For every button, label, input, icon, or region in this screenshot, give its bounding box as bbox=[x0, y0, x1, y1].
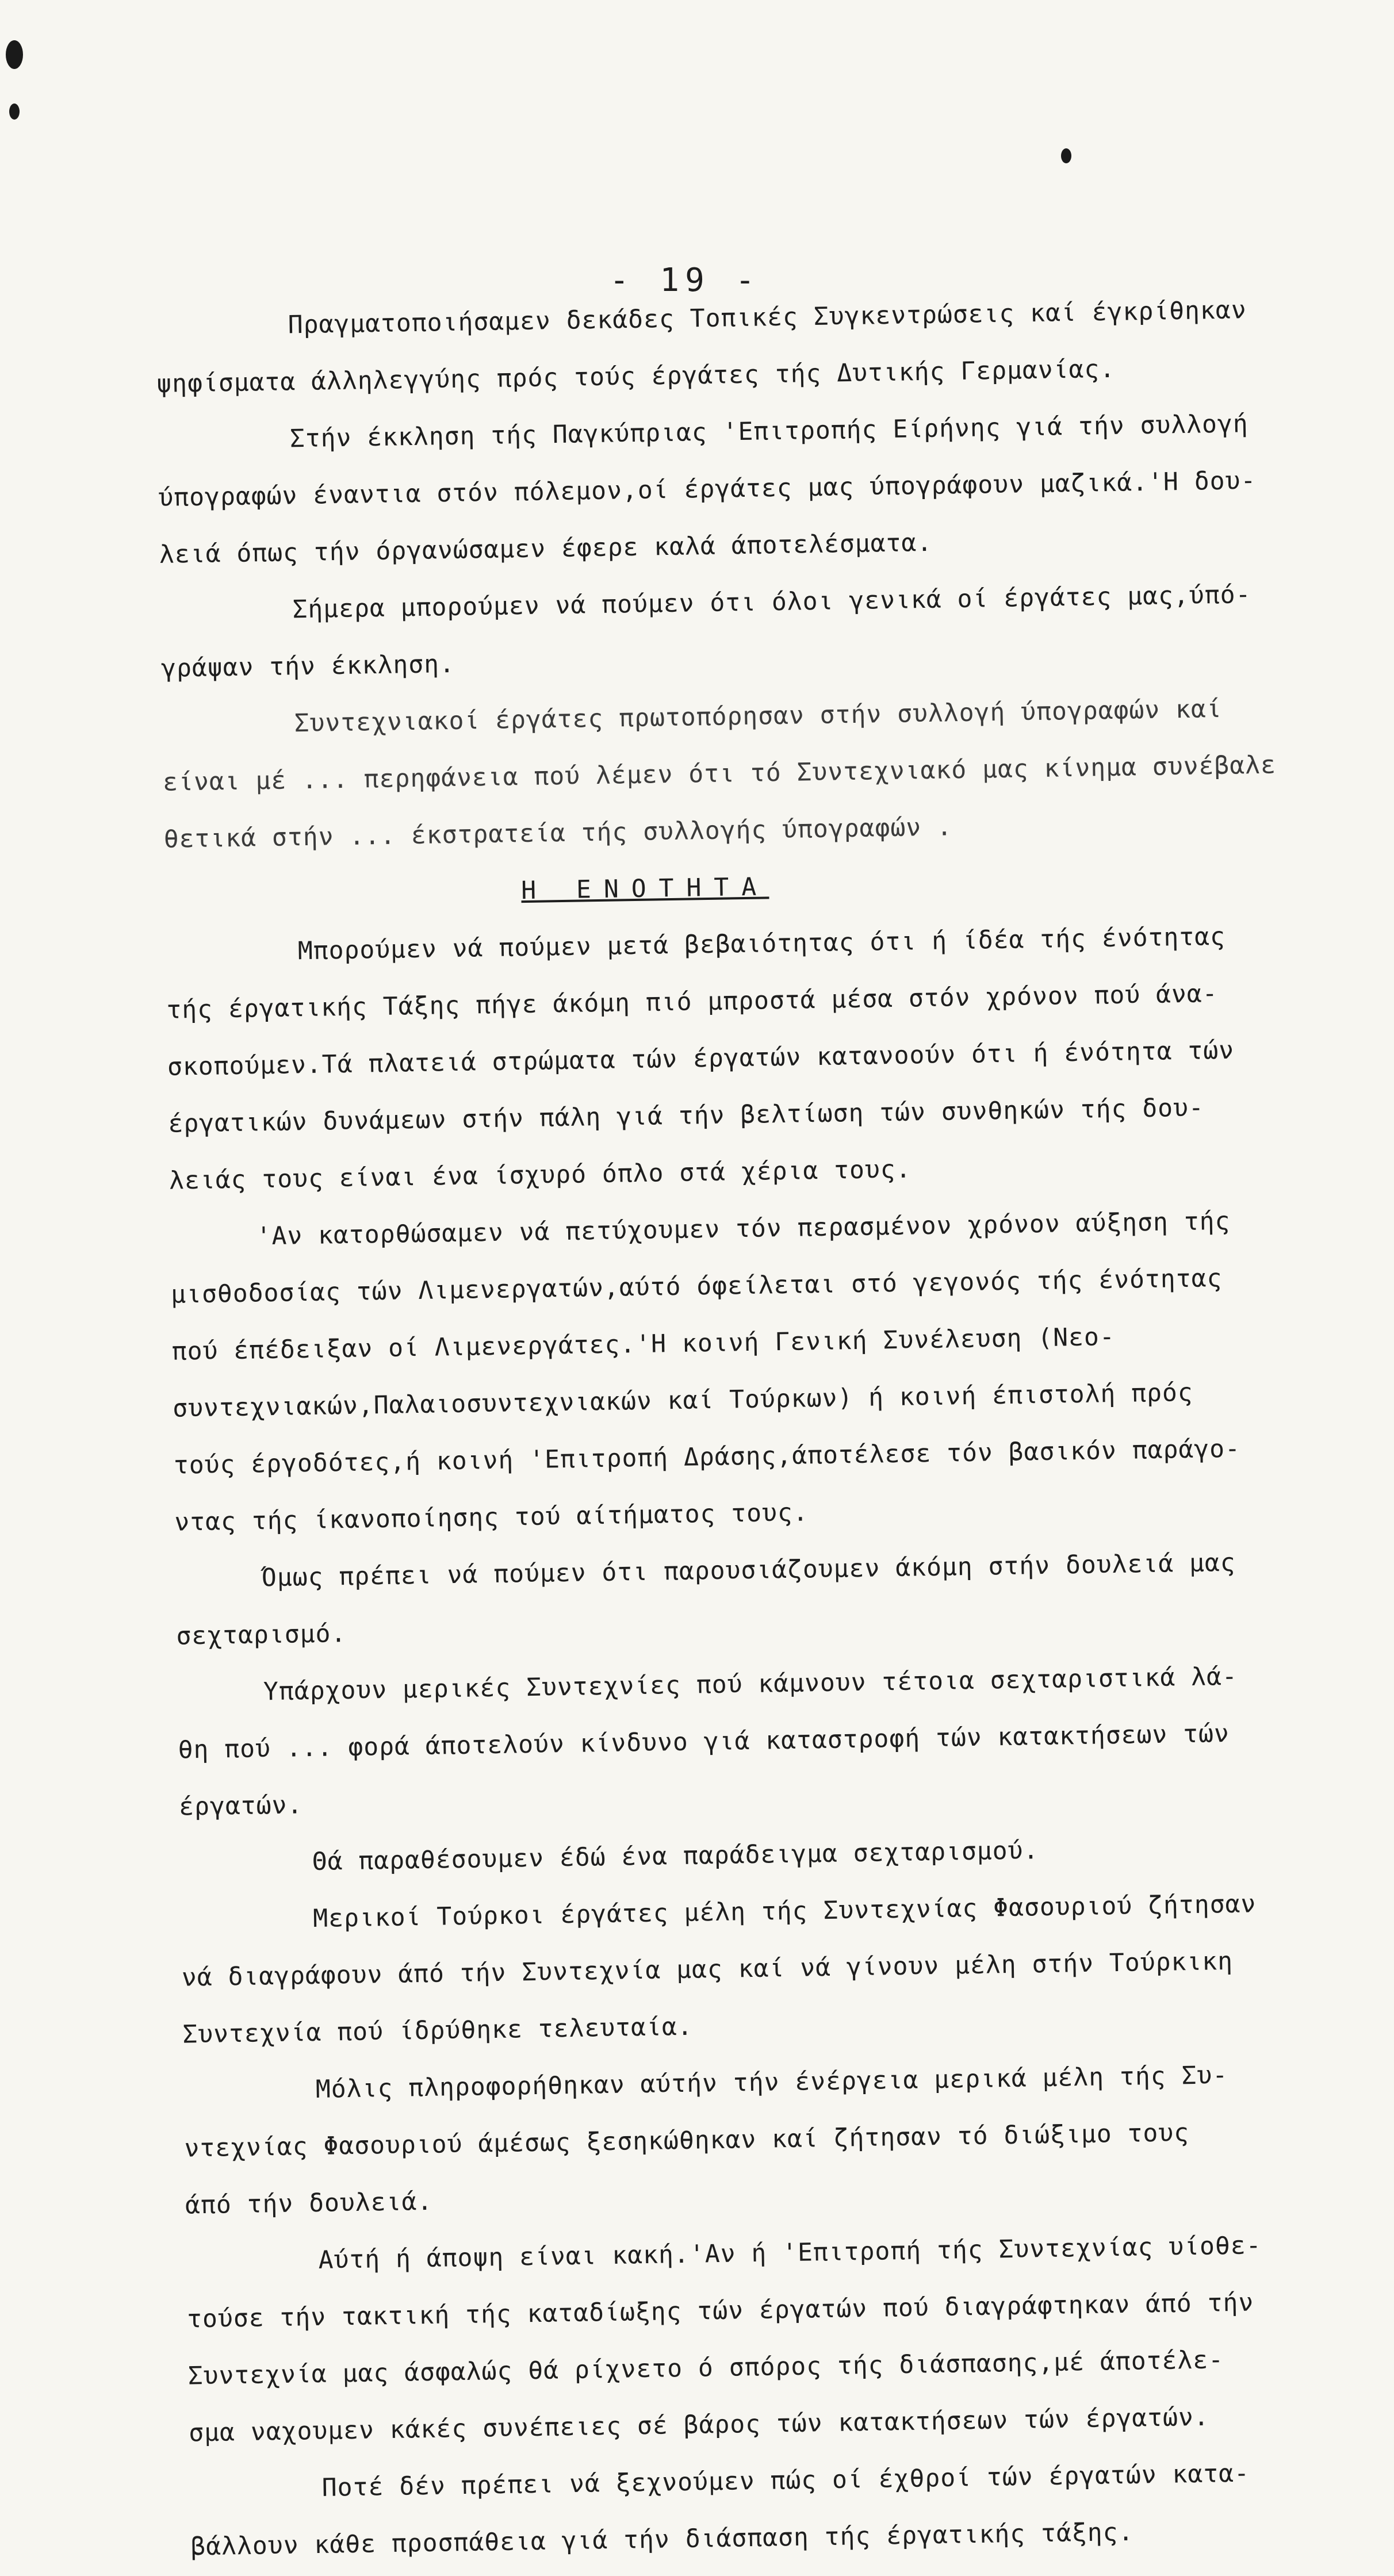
text-line: άπό τήν δουλειά. bbox=[185, 2187, 433, 2220]
text-line: τούς έργοδότες,ή κοινή 'Επιτροπή Δράσης,άποτέλεσε τόν βασικόν παράγο- bbox=[173, 1434, 1241, 1480]
text-line: έργατικών δυνάμεων στήν πάλη γιά τήν βελτίωση τών συνθηκών τής δου- bbox=[168, 1093, 1205, 1138]
page-number: - 19 - bbox=[610, 262, 761, 299]
text-line: γράψαν τήν έκκληση. bbox=[160, 649, 455, 683]
text-line: Συντεχνία πού ίδρύθηκε τελευταία. bbox=[182, 2012, 694, 2049]
text-line: Σήμερα μπορούμεν νά πούμεν ότι όλοι γενικά οί έργάτες μας,ύπό- bbox=[292, 580, 1251, 624]
text-line: Όμως πρέπει νά πούμεν ότι παρουσιάζουμεν άκόμη στήν δουλειά μας bbox=[261, 1548, 1236, 1593]
text-line: ύπογραφών έναντια στόν πόλεμον,οί έργάτες μας ύπογράφουν μαζικά.'Η δου- bbox=[158, 466, 1257, 512]
text-line: είναι μέ ... περηφάνεια πού λέμεν ότι τό Συντεχνιακό μας κίνημα συνέβαλε bbox=[162, 750, 1277, 797]
text-line: Πραγματοποιήσαμεν δεκάδες Τοπικές Συγκεντρώσεις καί έγκρίθηκαν bbox=[288, 296, 1247, 340]
text-line: Συντεχνία μας άσφαλώς θά ρίχνετο ό σπόρος τής διάσπασης,μέ άποτέλε- bbox=[187, 2345, 1224, 2391]
text-line: Θά παραθέσουμεν έδώ ένα παράδειγμα σεχταρισμού. bbox=[312, 1836, 1039, 1877]
text-line: σεχταρισμό. bbox=[176, 1619, 347, 1651]
text-line: λειά όπως τήν όργανώσαμεν έφερε καλά άποτελέσματα. bbox=[159, 528, 933, 569]
text-line: Στήν έκκληση τής Παγκύπριας 'Επιτροπής Είρήνης γιά τήν συλλογή bbox=[289, 409, 1249, 454]
scan-mark bbox=[1061, 148, 1071, 163]
text-line: πού έπέδειξαν οί Λιμενεργάτες.'Η κοινή Γενική Συνέλευση (Νεο- bbox=[171, 1322, 1116, 1366]
text-line: θη πού ... φορά άποτελούν κίνδυνο γιά καταστροφή τών κατακτήσεων τών bbox=[178, 1719, 1230, 1765]
text-line: Ποτέ δέν πρέπει νά ξεχνούμεν πώς οί έχθροί τών έργατών κατα- bbox=[321, 2459, 1250, 2502]
text-line: ντεχνίας Φασουριού άμέσως ξεσηκώθηκαν καί ζήτησαν τό διώξιμο τους bbox=[184, 2118, 1190, 2163]
text-line: σμα ναχουμεν κάκές συνέπειες σέ βάρος τών κατακτήσεων τών έργατών. bbox=[188, 2402, 1210, 2448]
text-line: 'Αν κατορθώσαμεν νά πετύχουμεν τόν περασμένον χρόνον αύξηση τής bbox=[256, 1206, 1231, 1251]
text-line: Μπορούμεν νά πούμεν μετά βεβαιότητας ότι ή ίδέα τής ένότητας bbox=[297, 922, 1226, 966]
document-body bbox=[155, 279, 1394, 2575]
text-line: θετικά στήν ... έκστρατεία τής συλλογής ύπογραφών . bbox=[163, 812, 953, 854]
text-line: τούσε τήν τακτική τής καταδίωξης τών έργατών πού διαγράφτηκαν άπό τήν bbox=[186, 2288, 1254, 2334]
text-line: Συντεχνιακοί έργάτες πρωτοπόρησαν στήν συλλογή ύπογραφών καί bbox=[294, 694, 1223, 738]
text-line: ψηφίσματα άλληλεγγύης πρός τούς έργάτες τής Δυτικής Γερμανίας. bbox=[156, 354, 1116, 398]
section-heading: Η ΕΝΟΤΗΤΑ bbox=[520, 872, 769, 906]
text-line: νά διαγράφουν άπό τήν Συντεχνία μας καί νά γίνουν μέλη στήν Τούρκικη bbox=[181, 1946, 1234, 1992]
text-line: λειάς τους είναι ένα ίσχυρό όπλο στά χέρια τους. bbox=[168, 1155, 912, 1195]
text-line: Υπάρχουν μερικές Συντεχνίες πού κάμνουν τέτοια σεχταριστικά λά- bbox=[263, 1662, 1238, 1707]
text-line: Μόλις πληροφορήθηκαν αύτήν τήν ένέργεια μερικά μέλη τής Συ- bbox=[315, 2061, 1228, 2104]
text-line: μισθοδοσίας τών Λιμενεργατών,αύτό όφείλεται στό γεγονός τής ένότητας bbox=[170, 1264, 1223, 1309]
text-line: συντεχνιακών,Παλαιοσυντεχνιακών καί Τούρκων) ή κοινή έπιστολή πρός bbox=[172, 1378, 1194, 1423]
scan-mark bbox=[9, 103, 20, 120]
text-line: τής έργατικής Τάξης πήγε άκόμη πιό μπροστά μέσα στόν χρόνον πού άνα- bbox=[166, 979, 1219, 1025]
text-line: σκοπούμεν.Τά πλατειά στρώματα τών έργατών κατανοούν ότι ή ένότητα τών bbox=[167, 1036, 1235, 1082]
scan-mark bbox=[6, 40, 23, 69]
text-line: έργατών. bbox=[178, 1791, 303, 1822]
text-line: ντας τής ίκανοποίησης τού αίτήματος τους. bbox=[174, 1498, 809, 1537]
text-line: Μερικοί Τούρκοι έργάτες μέλη τής Συντεχνίας Φασουριού ζήτησαν bbox=[312, 1889, 1257, 1934]
text-line: βάλλουν κάθε προσπάθεια γιά τήν διάσπαση τής έργατικής τάξης. bbox=[190, 2517, 1134, 2562]
text-line: Αύτή ή άποψη είναι κακή.'Αν ή 'Επιτροπή τής Συντεχνίας υίοθε- bbox=[318, 2231, 1262, 2275]
